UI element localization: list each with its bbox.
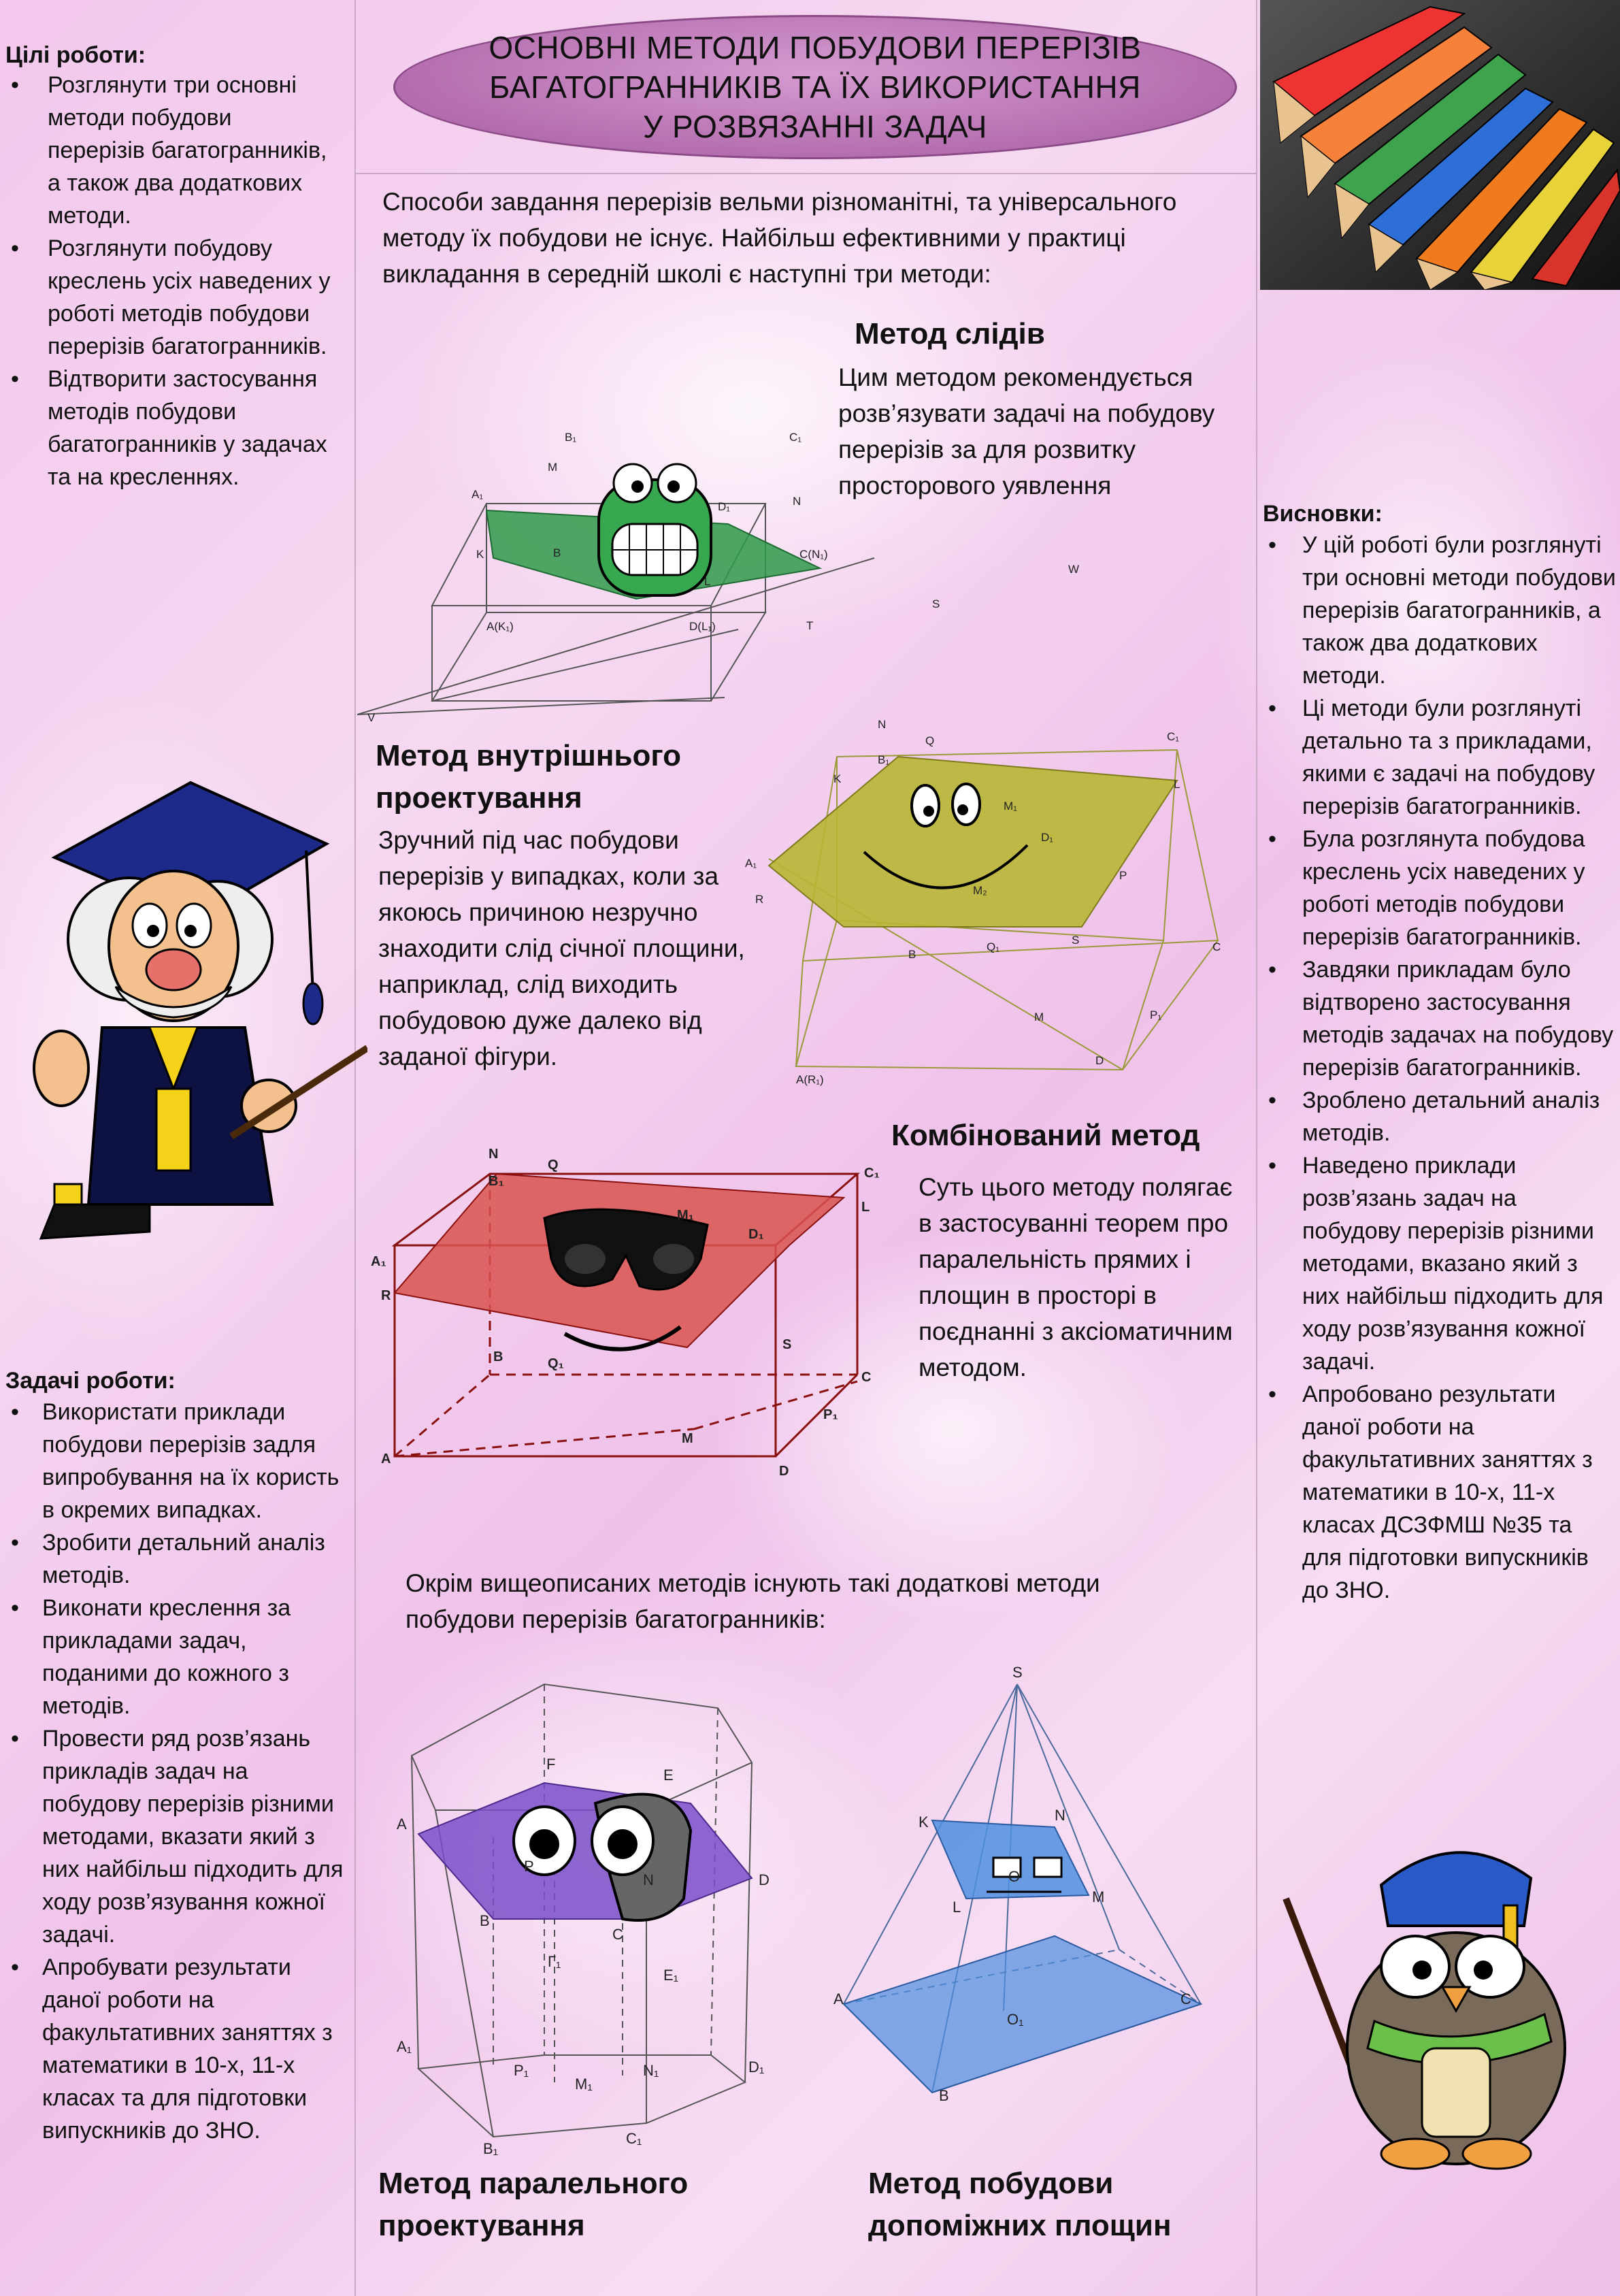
label-n: N (793, 495, 801, 508)
label-m2: M₂ (973, 884, 987, 897)
label-d: D (1095, 1054, 1104, 1067)
label-v: V (367, 711, 376, 724)
label-a: A (397, 1816, 407, 1833)
label-b: B (480, 1912, 490, 1929)
label-m: M (548, 461, 558, 474)
method-internal-heading: Метод внутрішнього проектування (376, 739, 682, 815)
label-p1: P₁ (514, 2062, 529, 2079)
label-c: C (612, 1926, 623, 1943)
professor-illustration (14, 769, 367, 1273)
label-d1: D₁ (748, 2059, 765, 2076)
list-item: • Відтворити застосування методів побудови багатогранників у задачах та на кресленнях. (5, 363, 332, 493)
label-a1: A₁ (397, 2038, 412, 2055)
label-k: K (476, 548, 484, 561)
label-b1: B₁ (483, 2140, 499, 2157)
label-c: C (861, 1370, 872, 1385)
label-c1: C₁ (1167, 730, 1180, 743)
label-d1: D₁ (1041, 831, 1054, 844)
label-a: A (381, 1452, 391, 1466)
label-a: A (833, 1990, 844, 2007)
tasks-section (5, 1368, 346, 2147)
owl-illustration (1279, 1824, 1606, 2178)
label-l: L (953, 1899, 961, 1916)
title-banner (393, 15, 1237, 159)
label-g1: Г₁ (548, 1953, 561, 1970)
label-a1: A₁ (745, 857, 757, 870)
title-divider (356, 173, 1256, 174)
owl-icon (1279, 1824, 1606, 2178)
label-q: Q (548, 1158, 559, 1172)
label-m1: M₁ (677, 1208, 694, 1223)
label-b1: B₁ (565, 431, 577, 444)
method-traces-text: Цим методом рекомендується розв’язувати задачі на побудову перерізів за для розвитку просторового уявлення (838, 363, 1215, 499)
list-item: • Розглянути побудову креслень усіх наведених у роботі методів побудови перерізів багатогранників. (5, 232, 332, 363)
goals-section (5, 42, 332, 493)
label-k: K (833, 772, 842, 785)
label-p1: P₁ (1150, 1008, 1162, 1021)
label-s: S (782, 1337, 792, 1352)
conclusions-list (1263, 527, 1617, 1607)
label-q1: Q₁ (987, 940, 999, 953)
label-b1: B₁ (489, 1174, 504, 1189)
tasks-heading: Задачі роботи: (5, 1368, 176, 1394)
label-a-r1: A(R₁) (796, 1073, 824, 1086)
label-p1: P₁ (823, 1407, 838, 1422)
label-f: F (546, 1756, 556, 1773)
right-column-divider (1256, 0, 1257, 2296)
label-b: B (553, 546, 561, 559)
label-t: T (806, 619, 814, 632)
grinning-face-icon (599, 464, 711, 595)
conclusions-heading: Висновки: (1263, 501, 1383, 527)
parallel-projection-diagram (391, 1674, 786, 2164)
colored-pencils-icon (1260, 0, 1620, 290)
label-b: B (908, 948, 916, 961)
label-o: O (1008, 1868, 1021, 1885)
label-w: W (1068, 563, 1080, 576)
traces-method-diagram (357, 422, 1119, 735)
label-c1: C₁ (864, 1166, 880, 1181)
label-d: D (759, 1871, 770, 1888)
tasks-list (5, 1394, 346, 2147)
label-n: N (489, 1147, 499, 1162)
label-a1: A₁ (472, 488, 484, 501)
label-k: K (919, 1814, 929, 1831)
label-s: S (1012, 1664, 1023, 1681)
label-d: D (779, 1464, 789, 1479)
label-o1: O₁ (1007, 2011, 1024, 2028)
label-p: P (524, 1858, 534, 1875)
label-q: Q (925, 734, 935, 747)
label-s: S (1072, 934, 1080, 947)
list-item: • У цій роботі були розглянуті три основні методи побудови перерізів багатогранників, а також два додаткових методи. (1263, 529, 1617, 692)
olive-section-plane (769, 757, 1177, 927)
list-item: • Була розглянута побудова креслень усіх наведених у роботі методів побудови перерізів багатогранників. (1263, 823, 1617, 953)
list-item: • Апробувати результати даної роботи на факультативних заняттях з математики в 10-х, 11-х класах та для підготовки випускників до ЗНО. (5, 1951, 346, 2147)
label-a-k1: A(K₁) (486, 620, 514, 633)
list-item: • Розглянути три основні методи побудови перерізів багатогранників, а також два додаткових методи. (5, 69, 332, 232)
label-l: L (1174, 778, 1180, 791)
label-l: L (704, 575, 711, 588)
label-s: S (932, 597, 940, 610)
pencils-image (1260, 0, 1620, 290)
method-traces-heading: Метод слідів (855, 317, 1045, 350)
method-parallel-heading: Метод паралельного проектування (378, 2167, 689, 2242)
label-b: B (939, 2087, 949, 2104)
professor-icon (14, 769, 367, 1273)
internal-projection-diagram (742, 716, 1259, 1097)
label-r: R (755, 893, 764, 906)
goals-list (5, 69, 332, 493)
method-internal-text: Зручний під час побудови перерізів у випадках, коли за якоюсь причиною незручно знаходити слід січної площини, наприклад, слід виходить побудовою дуже далеко від заданої фігури. (378, 826, 745, 1070)
method-combined-heading: Комбінований метод (891, 1119, 1200, 1152)
combined-method-diagram (367, 1143, 898, 1483)
label-d1: D₁ (748, 1227, 764, 1242)
list-item: • Провести ряд розв’язань прикладів задач на побудову перерізів різними методами, вказати який з них найбільш підходить для ходу розв’язування кожної задачі. (5, 1722, 346, 1951)
auxiliary-planes-diagram (830, 1664, 1211, 2127)
label-n: N (1055, 1807, 1065, 1824)
page-title: ОСНОВНІ МЕТОДИ ПОБУДОВИ ПЕРЕРІЗІВ БАГАТОГРАННИКІВ ТА ЇХ ВИКОРИСТАННЯ У РОЗВЯЗАННІ ЗАДАЧ (489, 30, 1142, 144)
label-m: M (1092, 1888, 1105, 1905)
label-l: L (861, 1200, 870, 1215)
label-c: C (1180, 1990, 1191, 2007)
label-c1: C₁ (626, 2130, 642, 2147)
label-r: R (381, 1288, 391, 1303)
label-m: M (682, 1431, 693, 1446)
label-b: B (493, 1349, 503, 1364)
intro-text: Способи завдання перерізів вельми різноманітні, та універсального методу їх побудови не існує. Найбільш ефективними у практиці викладання в середній школі є наступні три методи: (382, 188, 1177, 288)
label-m1: M₁ (1004, 800, 1017, 813)
label-q1: Q₁ (548, 1356, 564, 1371)
label-p: P (1119, 869, 1127, 882)
list-item: • Наведено приклади розв’язань задач на побудову перерізів різними методами, вказано який з них найбільш підходить для ходу розв’язування кожної задачі. (1263, 1149, 1617, 1378)
label-m: M (1034, 1011, 1044, 1023)
method-combined-text: Суть цього методу полягає в застосуванні теорем про паралельність прямих і площин в просторі в поєднанні з аксіоматичним методом. (919, 1173, 1233, 1381)
purple-section-plane (418, 1783, 752, 1919)
list-item: • Ці методи були розглянуті детально та з прикладами, якими є задачі на побудову перерізів багатогранників. (1263, 692, 1617, 823)
goals-heading: Цілі роботи: (5, 42, 146, 68)
list-item: • Зробити детальний аналіз методів. (5, 1526, 346, 1592)
label-b1: B₁ (878, 753, 890, 766)
label-n: N (643, 1871, 654, 1888)
label-n: N (878, 718, 887, 731)
list-item: • Завдяки прикладам було відтворено застосування методів задачах на побудову перерізів багатогранників. (1263, 953, 1617, 1084)
label-c1: C₁ (789, 431, 802, 444)
list-item: • Зроблено детальний аналіз методів. (1263, 1084, 1617, 1149)
label-a1: A₁ (371, 1254, 386, 1269)
label-c-n1: C(N₁) (799, 548, 828, 561)
label-d-l1: D(L₁) (689, 620, 716, 633)
additional-methods-text: Окрім вищеописаних методів існують такі додаткові методи побудови перерізів багатогранників: (406, 1569, 1100, 1633)
label-e: E (663, 1767, 674, 1784)
list-item: • Апробовано результати даної роботи на факультативних заняттях з математики в 10-х, 11-х класах ДСЗФМШ №35 та для підготовки випускників до ЗНО. (1263, 1378, 1617, 1607)
method-auxiliary-heading: Метод побудови допоміжних площин (868, 2167, 1172, 2242)
label-n1: N₁ (643, 2062, 659, 2079)
label-d1: D₁ (718, 500, 731, 513)
conclusions-section (1263, 501, 1617, 1607)
label-m1: M₁ (575, 2076, 593, 2093)
label-e1: E₁ (663, 1967, 679, 1984)
list-item: • Виконати креслення за прикладами задач, поданими до кожного з методів. (5, 1592, 346, 1722)
list-item: • Використати приклади побудови перерізів задля випробування на їх користь в окремих випадках. (5, 1396, 346, 1526)
label-c: C (1212, 940, 1221, 953)
